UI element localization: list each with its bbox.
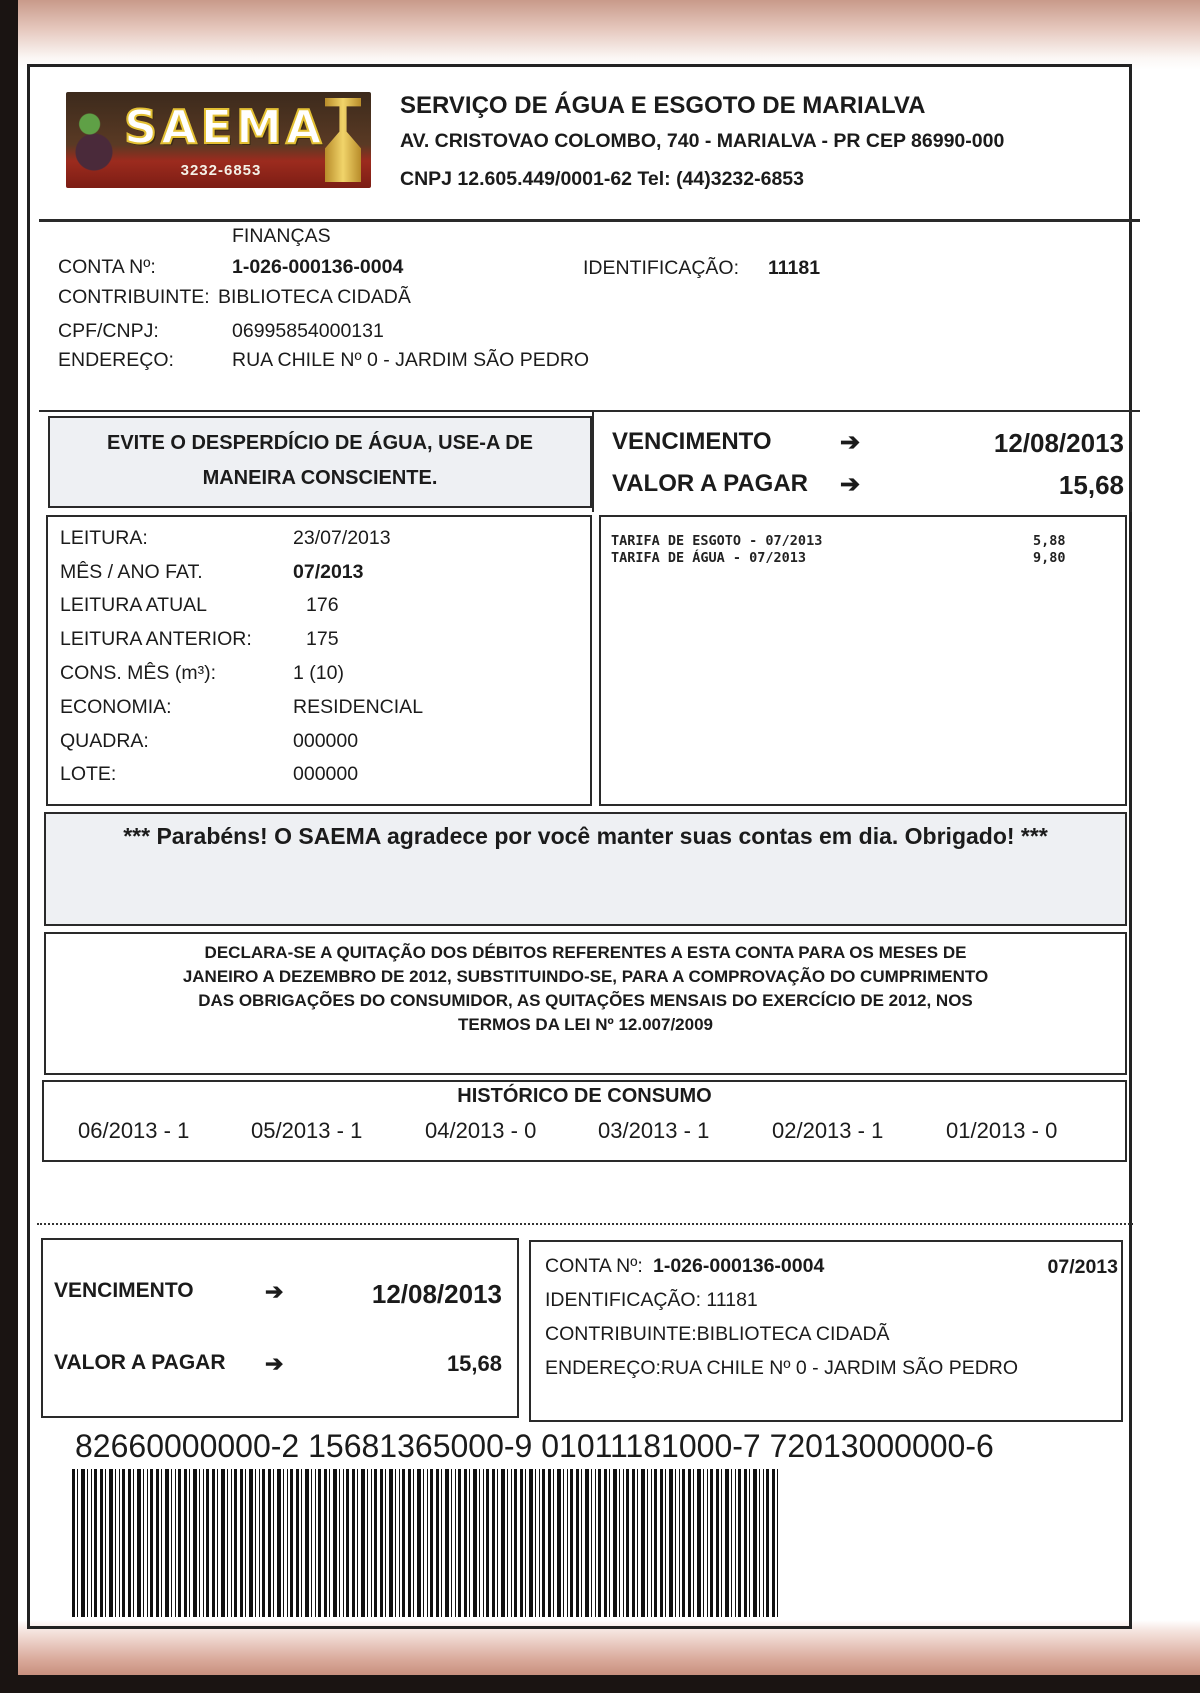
valve-icon	[325, 98, 361, 182]
stub-valor-value: 15,68	[446, 1351, 502, 1376]
logo-phone: 3232-6853	[180, 162, 262, 179]
stub-endereco: ENDEREÇO:RUA CHILE Nº 0 - JARDIM SÃO PEDRO	[545, 1357, 1019, 1379]
notice-line-2: MANEIRA CONSCIENTE.	[202, 467, 438, 489]
declaration-line: JANEIRO A DEZEMBRO DE 2012, SUBSTITUINDO-SE, PARA A COMPROVAÇÃO DO CUMPRIMENTO	[182, 967, 989, 986]
arrow-right-icon: ➔	[265, 1279, 284, 1304]
stub-vencimento-label: VENCIMENTO	[54, 1279, 194, 1302]
cut-line	[37, 1223, 1133, 1225]
valor-label: VALOR A PAGAR	[612, 470, 808, 497]
vencimento-value: 12/08/2013	[993, 428, 1124, 458]
charge-desc: TARIFA DE ESGOTO - 07/2013	[611, 533, 823, 549]
department: FINANÇAS	[232, 225, 331, 247]
reading-label: LOTE:	[60, 763, 117, 785]
stub-ref-month: 07/2013	[1047, 1256, 1118, 1278]
history-item: 01/2013 - 0	[946, 1118, 1058, 1143]
endereco-value: RUA CHILE Nº 0 - JARDIM SÃO PEDRO	[232, 349, 590, 371]
valor-value: 15,68	[1058, 470, 1124, 500]
arrow-right-icon: ➔	[840, 429, 861, 456]
declaration-line: TERMOS DA LEI Nº 12.007/2009	[457, 1015, 713, 1034]
identificacao-label: IDENTIFICAÇÃO:	[583, 257, 740, 279]
stub-vencimento-value: 12/08/2013	[371, 1279, 502, 1309]
history-item: 04/2013 - 0	[425, 1118, 537, 1143]
arrow-right-icon: ➔	[840, 471, 861, 498]
reading-value: 000000	[293, 730, 359, 752]
company-address: AV. CRISTOVAO COLOMBO, 740 - MARIALVA - PR CEP 86990-000	[400, 130, 1005, 152]
identificacao-value: 11181	[768, 257, 821, 279]
reading-label: LEITURA ATUAL	[60, 594, 208, 616]
charge-amount: 9,80	[1033, 550, 1066, 566]
thanks-message: *** Parabéns! O SAEMA agradece por você manter suas contas em dia. Obrigado! ***	[123, 823, 1048, 849]
charge-desc: TARIFA DE ÁGUA - 07/2013	[611, 550, 807, 566]
reading-value: RESIDENCIAL	[293, 696, 424, 718]
reading-value: 176	[306, 594, 339, 616]
stub-conta-label: CONTA Nº:	[545, 1255, 643, 1277]
logo-wordmark: SAEMA	[124, 100, 326, 154]
conta-value: 1-026-000136-0004	[232, 256, 404, 278]
reading-value: 1 (10)	[293, 662, 344, 684]
history-item: 06/2013 - 1	[78, 1118, 190, 1143]
declaration-line: DECLARA-SE A QUITAÇÃO DOS DÉBITOS REFERENTES A ESTA CONTA PARA OS MESES DE	[204, 943, 967, 962]
reading-label: CONS. MÊS (m³):	[60, 662, 216, 684]
stub-identificacao: IDENTIFICAÇÃO: 11181	[545, 1289, 758, 1311]
company-cnpj-phone: CNPJ 12.605.449/0001-62 Tel: (44)3232-6853	[400, 168, 804, 190]
arrow-right-icon: ➔	[265, 1351, 284, 1376]
history-item: 05/2013 - 1	[251, 1118, 363, 1143]
reading-label: MÊS / ANO FAT.	[60, 561, 203, 583]
charge-amount: 5,88	[1033, 533, 1066, 549]
reading-value: 07/2013	[293, 561, 364, 583]
endereco-label: ENDEREÇO:	[58, 349, 174, 371]
contribuinte-value: BIBLIOTECA CIDADÃ	[218, 286, 411, 308]
reading-label: QUADRA:	[60, 730, 149, 752]
stub-valor-label: VALOR A PAGAR	[54, 1351, 226, 1374]
stub-conta-value: 1-026-000136-0004	[653, 1255, 825, 1277]
stub-contribuinte: CONTRIBUINTE:BIBLIOTECA CIDADÃ	[545, 1323, 890, 1345]
barcode-digits: 82660000000-2 15681365000-9 01011181000-7 72013000000-6	[75, 1428, 994, 1464]
cpf-value: 06995854000131	[232, 320, 384, 342]
reading-label: LEITURA:	[60, 527, 148, 549]
notice-line-1: EVITE O DESPERDÍCIO DE ÁGUA, USE-A DE	[107, 432, 533, 454]
conta-label: CONTA Nº:	[58, 256, 156, 278]
contribuinte-label: CONTRIBUINTE:	[58, 286, 210, 308]
stub-due-box	[41, 1238, 519, 1418]
reading-label: LEITURA ANTERIOR:	[60, 628, 252, 650]
declaration-line: DAS OBRIGAÇÕES DO CONSUMIDOR, AS QUITAÇÕES MENSAIS DO EXERCÍCIO DE 2012, NOS	[198, 991, 973, 1010]
cpf-label: CPF/CNPJ:	[58, 320, 159, 342]
saema-logo	[66, 92, 371, 188]
grapes-icon	[72, 100, 116, 180]
reading-value: 23/07/2013	[293, 527, 391, 549]
reading-value: 175	[306, 628, 339, 650]
reading-label: ECONOMIA:	[60, 696, 172, 718]
company-name: SERVIÇO DE ÁGUA E ESGOTO DE MARIALVA	[400, 92, 926, 119]
vencimento-label: VENCIMENTO	[612, 428, 772, 455]
reading-value: 000000	[293, 763, 359, 785]
history-title: HISTÓRICO DE CONSUMO	[457, 1085, 712, 1107]
history-item: 03/2013 - 1	[598, 1118, 710, 1143]
history-item: 02/2013 - 1	[772, 1118, 884, 1143]
barcode	[72, 1469, 780, 1617]
water-notice-box	[48, 416, 592, 508]
